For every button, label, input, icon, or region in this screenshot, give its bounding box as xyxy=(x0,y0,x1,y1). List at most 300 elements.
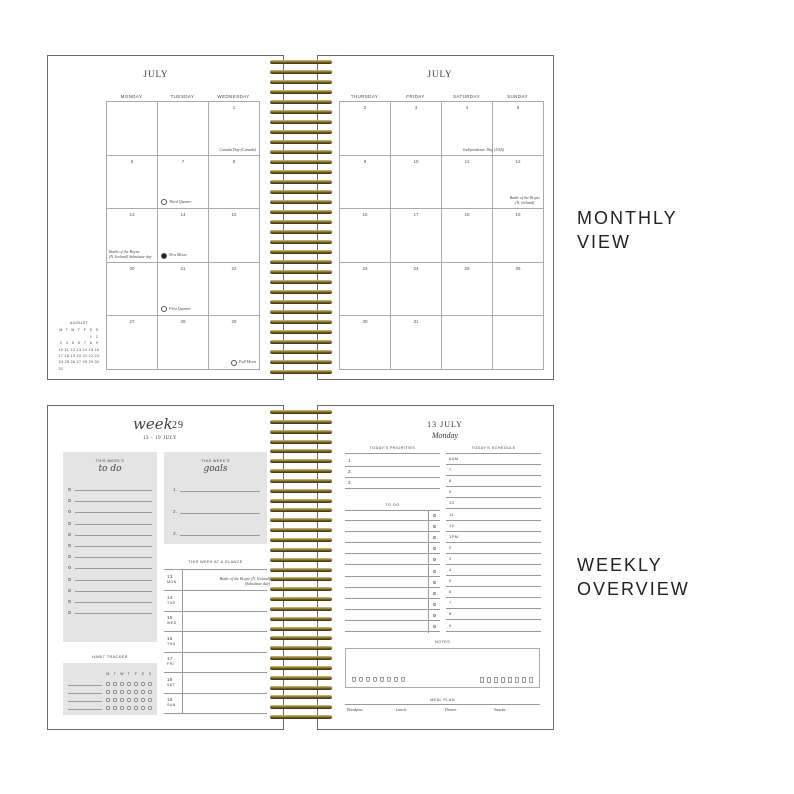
habit-weekday: S xyxy=(148,672,152,676)
day-todo-checkbox xyxy=(433,625,436,628)
todo-line xyxy=(75,501,152,502)
mini-cal-day: 27 xyxy=(76,360,82,365)
calendar-day-cell[interactable] xyxy=(442,209,493,263)
moon-label: Full Moon xyxy=(239,359,256,365)
spiral-ring xyxy=(270,200,332,204)
habit-circle xyxy=(134,706,138,710)
mini-cal-day: 23 xyxy=(94,353,100,358)
todo-checkbox xyxy=(68,488,71,491)
calendar-day-cell[interactable] xyxy=(391,156,442,210)
goal-number: 1. xyxy=(173,487,178,492)
glance-event-line-1: Battle of the Boyne (N. Ireland) xyxy=(219,576,270,581)
calendar-day-cell[interactable] xyxy=(493,209,544,263)
spiral-ring xyxy=(270,120,332,124)
day-number: 8 xyxy=(232,158,236,164)
moon-phase xyxy=(161,252,186,258)
spiral-ring xyxy=(270,340,332,344)
mini-cal-title: AUGUST xyxy=(69,321,89,325)
day-todo-checkbox xyxy=(433,592,436,595)
glance-divider xyxy=(164,569,267,570)
schedule-line xyxy=(446,508,541,509)
water-bottle-icon xyxy=(515,677,519,683)
glance-day-number: 18 xyxy=(167,676,173,682)
day-number: 30 xyxy=(362,319,368,324)
habit-circle xyxy=(120,690,124,694)
glance-day-name: TUE xyxy=(167,600,176,605)
schedule-hour: 12 xyxy=(449,522,455,528)
calendar-day-cell[interactable] xyxy=(340,102,391,156)
event-line: (N. Ireland) Substitute day xyxy=(109,253,152,259)
day-todo-line xyxy=(345,598,440,599)
event-line: Battle of the Boyne xyxy=(509,195,540,200)
mini-cal-weekday: S xyxy=(95,328,99,332)
spiral-ring xyxy=(270,270,332,274)
weekly-overview-label xyxy=(577,553,690,601)
habit-title: HABIT TRACKER xyxy=(92,655,128,659)
mini-cal-day: 4 xyxy=(65,341,69,346)
mini-cal-day: 1 xyxy=(89,335,93,339)
day-todo-line xyxy=(345,609,440,610)
todo-line xyxy=(75,524,152,525)
todo-checkbox xyxy=(68,522,71,525)
meal-divider xyxy=(345,704,540,705)
day-number: 14 xyxy=(180,212,186,217)
spiral-ring xyxy=(270,656,332,660)
spiral-ring xyxy=(270,479,332,483)
glance-row-line xyxy=(164,631,267,632)
day-number: 15 xyxy=(231,212,237,217)
water-bottle-icon xyxy=(529,677,533,683)
spiral-ring xyxy=(270,459,332,463)
monthly-left-grid xyxy=(106,101,260,370)
glance-row-line xyxy=(164,693,267,694)
glance-event xyxy=(200,576,270,586)
mini-cal-day: 14 xyxy=(82,347,88,352)
habit-weekday: T xyxy=(127,672,131,676)
mini-cal-day: 26 xyxy=(70,360,76,365)
day-todo-line xyxy=(345,576,440,577)
spiral-ring xyxy=(270,617,332,621)
calendar-day-cell[interactable] xyxy=(107,263,158,317)
schedule-title: TODAY'S SCHEDULE xyxy=(471,446,516,450)
schedule-hour: 9 xyxy=(449,489,452,495)
spiral-ring xyxy=(270,508,332,512)
water-glass-icon xyxy=(401,677,405,682)
schedule-hour: 2 xyxy=(449,544,452,550)
schedule-line xyxy=(446,564,541,565)
schedule-hour: 4 xyxy=(449,567,452,572)
habit-circle xyxy=(134,690,138,694)
glance-row-line xyxy=(164,652,267,653)
calendar-day-cell[interactable] xyxy=(107,102,158,156)
spiral-ring xyxy=(270,627,332,631)
glance-day-name: THU xyxy=(167,641,176,646)
mini-cal-day: 11 xyxy=(64,347,70,352)
habit-circle xyxy=(148,690,152,694)
spiral-ring xyxy=(270,636,332,640)
habit-weekday: F xyxy=(134,672,138,676)
todo-header: THIS WEEK'S xyxy=(95,459,125,463)
monthly-right-grid xyxy=(339,101,544,370)
calendar-day-cell[interactable] xyxy=(493,316,544,370)
habit-line xyxy=(68,701,102,702)
mini-cal-day: 7 xyxy=(83,341,87,346)
spiral-ring xyxy=(270,180,332,184)
water-glass-icon xyxy=(359,677,363,682)
day-number: 13 xyxy=(129,212,135,217)
todo-checkbox xyxy=(68,544,71,547)
spiral-ring xyxy=(270,705,332,709)
calendar-day-cell[interactable] xyxy=(158,209,209,263)
day-number: 24 xyxy=(413,265,419,271)
water-glass-icon xyxy=(380,677,384,682)
day-number: 16 xyxy=(362,212,368,217)
mini-cal-day: 21 xyxy=(82,353,88,358)
mini-cal-weekday: S xyxy=(89,328,93,332)
spiral-ring xyxy=(270,70,332,74)
habit-circle xyxy=(134,698,138,702)
day-todo-checkbox xyxy=(433,570,436,573)
glance-day-name: WED xyxy=(167,621,177,625)
calendar-day-cell[interactable] xyxy=(107,209,158,263)
day-todo-line xyxy=(345,520,440,521)
habit-circle xyxy=(148,698,152,702)
todo-checkbox xyxy=(68,578,71,581)
glance-day-number: 13 xyxy=(167,574,173,579)
day-todo-checkbox xyxy=(433,581,436,584)
habit-circle xyxy=(120,682,124,686)
mini-cal-day: 20 xyxy=(76,353,82,358)
day-todo-line xyxy=(345,631,440,632)
mini-cal-weekday: F xyxy=(83,328,87,332)
calendar-day-cell[interactable] xyxy=(158,263,209,317)
schedule-line xyxy=(446,575,541,576)
day-number: 25 xyxy=(464,265,470,271)
water-bottle-icon xyxy=(508,677,512,683)
todo-line xyxy=(75,591,152,592)
spiral-ring xyxy=(270,449,332,453)
spiral-ring xyxy=(270,528,332,532)
event-note: Independence Day (USA) xyxy=(463,146,504,152)
weekday-header: THURSDAY xyxy=(350,94,379,99)
spiral-ring xyxy=(270,280,332,284)
day-number: 1 xyxy=(232,105,236,110)
todo-line xyxy=(75,602,152,603)
glance-title: THIS WEEK AT A GLANCE xyxy=(188,560,243,564)
moon-icon xyxy=(231,360,237,366)
habit-circle xyxy=(106,706,110,710)
habit-circle xyxy=(106,682,110,686)
spiral-ring xyxy=(270,715,332,719)
schedule-hour: 11 xyxy=(449,511,454,517)
habit-circle xyxy=(106,690,110,694)
spiral-ring xyxy=(270,330,332,334)
priorities-title: TODAY'S PRIORITIES xyxy=(369,446,416,450)
day-todo-checkbox xyxy=(433,603,436,606)
habit-line xyxy=(68,685,102,686)
mini-cal-day: 31 xyxy=(58,366,64,371)
day-number: 19 xyxy=(515,212,521,217)
calendar-day-cell[interactable] xyxy=(158,316,209,370)
meal-label: Lunch: xyxy=(396,707,408,712)
priority-number: 3. xyxy=(348,480,353,485)
spiral-ring xyxy=(270,370,332,374)
day-todo-line xyxy=(345,564,440,565)
day-number: 17 xyxy=(413,212,419,217)
calendar-day-cell[interactable] xyxy=(391,316,442,370)
day-todo-checkbox xyxy=(433,514,436,517)
mini-cal-day: 10 xyxy=(58,347,64,352)
schedule-line xyxy=(446,631,541,632)
priority-line xyxy=(345,488,440,489)
weekly-label-line-1: WEEKLY xyxy=(577,555,663,575)
day-number: 3 xyxy=(414,105,418,110)
spiral-ring xyxy=(270,230,332,234)
priority-line xyxy=(345,477,440,478)
schedule-line xyxy=(446,608,541,609)
day-number: 22 xyxy=(231,265,237,271)
spiral-ring xyxy=(270,300,332,304)
calendar-day-cell[interactable] xyxy=(107,156,158,210)
glance-day-number: 15 xyxy=(167,615,173,620)
mini-cal-day: 8 xyxy=(89,341,93,346)
mini-cal-day: 3 xyxy=(59,341,63,346)
spiral-ring xyxy=(270,240,332,244)
mini-cal-day: 12 xyxy=(70,347,76,352)
schedule-line xyxy=(446,464,541,465)
goal-line xyxy=(180,513,260,514)
spiral-ring xyxy=(270,90,332,94)
water-bottle-icon xyxy=(480,677,484,683)
day-number: 6 xyxy=(130,158,134,164)
weekday-header: TUESDAY xyxy=(170,94,195,99)
calendar-day-cell[interactable] xyxy=(493,102,544,156)
mini-cal-day: 24 xyxy=(58,360,64,365)
day-number: 29 xyxy=(231,319,237,324)
todo-line xyxy=(75,613,152,614)
day-number: 7 xyxy=(181,158,185,164)
schedule-hour: 8 xyxy=(449,478,452,484)
spiral-ring xyxy=(270,220,332,224)
priority-number: 1. xyxy=(348,458,353,463)
calendar-day-cell[interactable] xyxy=(442,316,493,370)
glance-event-line-2: (Substitute day) xyxy=(244,581,270,586)
mini-cal-day: 13 xyxy=(76,347,82,352)
water-glass-icon xyxy=(373,677,377,682)
calendar-day-cell[interactable] xyxy=(107,316,158,370)
water-glass-icon xyxy=(387,677,391,682)
event-line: Battle of the Boyne xyxy=(109,248,140,254)
habit-circle xyxy=(141,698,145,702)
monthly-label-line-1: MONTHLY xyxy=(577,208,678,228)
schedule-line xyxy=(446,520,541,521)
habit-circle xyxy=(127,682,131,686)
calendar-day-cell[interactable] xyxy=(209,156,260,210)
habit-circle xyxy=(141,690,145,694)
mini-cal-day: 16 xyxy=(94,347,100,352)
day-number: 31 xyxy=(413,319,419,324)
week-range: 13 - 19 JULY xyxy=(142,436,178,441)
water-bottle-icon xyxy=(501,677,505,683)
habit-circle xyxy=(148,682,152,686)
schedule-line xyxy=(446,486,541,487)
spiral-ring xyxy=(270,350,332,354)
todo-line xyxy=(75,546,152,547)
mini-cal-day: 19 xyxy=(70,353,76,358)
spiral-ring xyxy=(270,568,332,572)
spiral-ring xyxy=(270,430,332,434)
calendar-day-cell[interactable] xyxy=(209,209,260,263)
mini-cal-day: 25 xyxy=(64,360,70,365)
day-todo-line xyxy=(345,587,440,588)
habit-circle xyxy=(141,706,145,710)
monthly-right-title: JULY xyxy=(427,69,453,79)
habit-circle xyxy=(127,706,131,710)
spiral-ring xyxy=(270,538,332,542)
spiral-ring xyxy=(270,80,332,84)
mini-cal-day: 28 xyxy=(82,360,88,365)
schedule-line xyxy=(446,619,541,620)
todo-script: to do xyxy=(98,464,122,474)
priorities-divider xyxy=(345,453,440,454)
calendar-day-cell[interactable] xyxy=(442,102,504,156)
day-number: 10 xyxy=(413,158,419,164)
schedule-hour: 6AM xyxy=(449,456,459,461)
habit-circle xyxy=(148,706,152,710)
spiral-ring xyxy=(270,587,332,591)
day-todo-divider xyxy=(345,510,440,511)
schedule-line xyxy=(446,597,541,598)
water-glass-icon xyxy=(352,677,356,682)
water-bottle-icon xyxy=(522,677,526,683)
calendar-day-cell[interactable] xyxy=(391,209,442,263)
mini-cal-weekday: T xyxy=(77,328,81,332)
day-todo-line xyxy=(345,620,440,621)
spiral-ring xyxy=(270,577,332,581)
spiral-ring xyxy=(270,607,332,611)
glance-day-name: FRI xyxy=(167,662,174,666)
schedule-hour: 9 xyxy=(449,622,452,628)
weekday-header: FRIDAY xyxy=(406,94,425,99)
glance-day-name: SUN xyxy=(167,703,176,707)
calendar-day-cell[interactable] xyxy=(442,263,493,317)
calendar-day-cell[interactable] xyxy=(340,316,391,370)
spiral-ring xyxy=(270,310,332,314)
week-script: week xyxy=(133,415,173,433)
spiral-ring xyxy=(270,250,332,254)
schedule-line xyxy=(446,475,541,476)
day-todo-line xyxy=(345,553,440,554)
day-number: 23 xyxy=(362,265,368,271)
schedule-hour: 5 xyxy=(449,578,452,584)
notes-title: NOTES xyxy=(434,640,451,644)
glance-row-line xyxy=(164,713,267,714)
calendar-day-cell[interactable] xyxy=(209,263,260,317)
mini-cal-day: 5 xyxy=(71,341,75,346)
calendar-day-cell[interactable] xyxy=(158,102,209,156)
event-line: (N. Ireland) xyxy=(515,200,535,205)
schedule-line xyxy=(446,497,541,498)
weekday-header: WEDNESDAY xyxy=(217,94,250,99)
weekday-header: SATURDAY xyxy=(452,94,481,99)
day-number: 18 xyxy=(464,212,470,217)
spiral-ring xyxy=(270,260,332,264)
mini-cal-day: 22 xyxy=(88,353,94,358)
day-todo-line xyxy=(345,531,440,532)
mini-cal-day: 17 xyxy=(58,353,64,358)
calendar-day-cell[interactable] xyxy=(391,102,442,156)
spiral-ring xyxy=(270,190,332,194)
calendar-day-cell[interactable] xyxy=(209,316,260,370)
spiral-ring xyxy=(270,140,332,144)
weekly-label-line-2: OVERVIEW xyxy=(577,579,690,599)
spiral-ring xyxy=(270,420,332,424)
schedule-hour: 8 xyxy=(449,611,452,617)
todo-line xyxy=(75,512,152,513)
priority-number: 2. xyxy=(348,469,353,474)
meal-label: Breakfast: xyxy=(347,707,364,712)
mini-cal-weekday: W xyxy=(71,328,75,332)
calendar-day-cell[interactable] xyxy=(493,156,544,210)
spiral-binding-top xyxy=(270,60,332,380)
calendar-day-cell[interactable] xyxy=(209,102,260,156)
habit-weekday: T xyxy=(113,672,117,676)
day-number: 11 xyxy=(464,158,470,164)
day-number: 26 xyxy=(515,265,521,271)
glance-day-number: 14 xyxy=(167,594,173,600)
habit-circle xyxy=(120,698,124,702)
moon-phase xyxy=(161,199,192,205)
habit-circle xyxy=(113,706,117,710)
day-todo-column-divider xyxy=(428,510,429,633)
day-number: 9 xyxy=(363,158,367,164)
todo-line xyxy=(75,490,152,491)
habit-circle xyxy=(141,682,145,686)
day-number: 2 xyxy=(363,105,367,110)
weekday-header: MONDAY xyxy=(120,94,143,99)
calendar-day-cell[interactable] xyxy=(340,156,391,210)
mini-cal-day: 2 xyxy=(95,335,99,339)
calendar-day-cell[interactable] xyxy=(391,263,442,317)
calendar-day-cell[interactable] xyxy=(158,156,209,210)
glance-column-divider xyxy=(182,570,183,713)
habit-weekday: S xyxy=(141,672,145,676)
event-note xyxy=(509,195,540,205)
mini-cal-day: 6 xyxy=(77,341,81,346)
todo-checkbox xyxy=(68,589,71,592)
schedule-hour: 10 xyxy=(449,500,455,506)
calendar-day-cell[interactable] xyxy=(340,263,391,317)
habit-weekday: W xyxy=(120,672,124,676)
habit-circle xyxy=(127,698,131,702)
calendar-day-cell[interactable] xyxy=(340,209,391,263)
calendar-day-cell[interactable] xyxy=(493,263,544,317)
day-todo-checkbox xyxy=(433,614,436,617)
water-glass-icon xyxy=(394,677,398,682)
glance-day-number: 19 xyxy=(167,697,173,702)
meal-label: Dinner: xyxy=(445,707,458,712)
water-bottle-icon xyxy=(487,677,491,683)
habit-line xyxy=(68,709,102,710)
calendar-day-cell[interactable] xyxy=(442,156,493,210)
mini-cal-weekday: M xyxy=(59,328,63,332)
day-number: 5 xyxy=(516,105,520,110)
day-number: 27 xyxy=(129,319,135,324)
schedule-hour: 6 xyxy=(449,589,452,595)
day-number: 28 xyxy=(180,319,186,324)
day-date: 13 JULY xyxy=(427,420,463,429)
spiral-ring xyxy=(270,695,332,699)
